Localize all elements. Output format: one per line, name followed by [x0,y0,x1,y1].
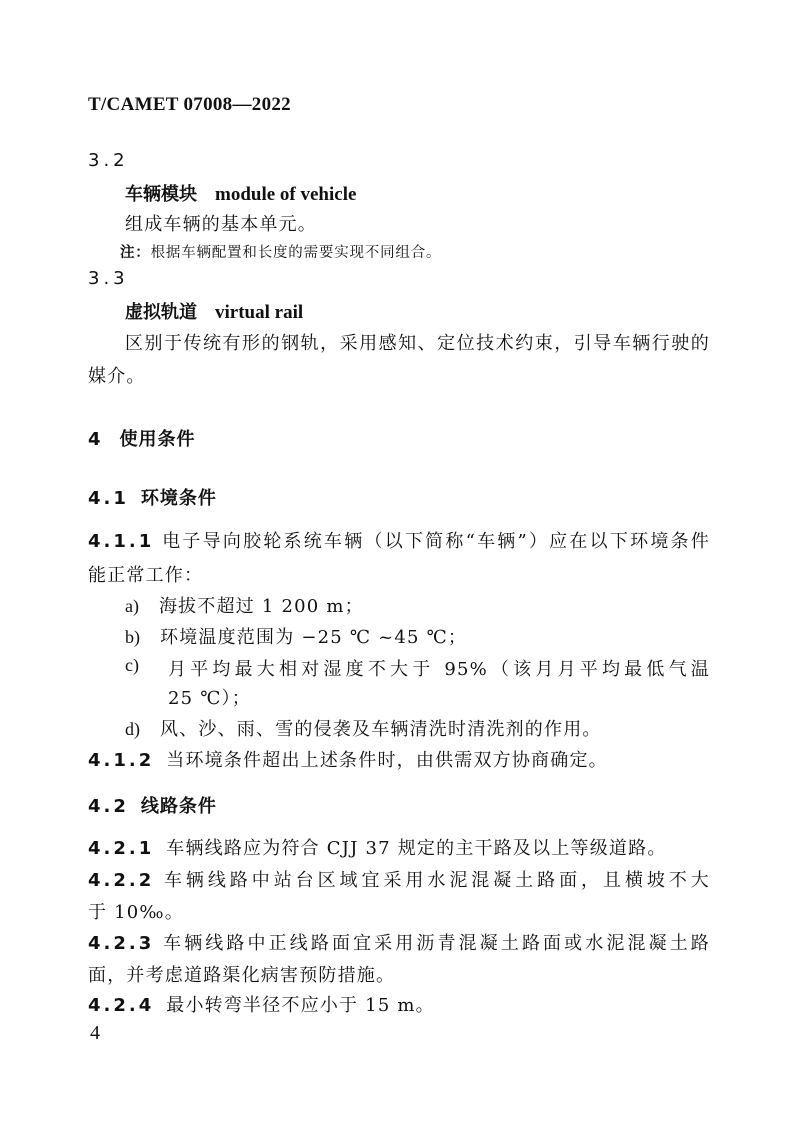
page-number: 4 [90,1022,100,1044]
clause-text-cont: 能正常工作： [88,565,204,586]
clause-number: 4.2.3 [88,933,155,954]
clause-text: 当环境条件超出上述条件时，由供需双方协商确定。 [166,750,608,771]
list-item-text: 环境温度范围为 −25 ℃ ~45 ℃； [160,627,468,648]
section-number: 4 [88,429,102,450]
clause-number: 4.2.2 [88,870,155,891]
term-zh: 车辆模块 [125,184,197,205]
subsection-heading [88,792,217,818]
list-marker: a) [125,596,139,616]
subsection-title: 线路条件 [140,796,217,817]
clause-text: 最小转弯半径不应小于 15 m。 [166,995,435,1016]
term-en: virtual rail [215,302,304,323]
clause-text: 电子导向胶轮系统车辆（以下简称“车辆”）应在以下环境条件 [162,531,710,552]
list-item-text-cont: 25 ℃）； [168,688,251,709]
subsection-title: 环境条件 [140,488,217,509]
clause-4-1-1 [88,527,710,553]
list-item-text: 月平均最大相对湿度不大于 95%（该月月平均最低气温 [168,659,710,680]
term-zh: 虚拟轨道 [125,302,197,323]
list-item [125,655,710,680]
clause-text-cont: 于 10‰。 [88,902,184,923]
clause-number: 3.3 [88,268,129,289]
clause-4-2-4 [88,991,435,1017]
document-code: T/CAMET 07008—2022 [88,94,291,115]
clause-number: 4.1.1 [88,531,155,552]
list-item [125,592,364,618]
clause-number: 4.2.4 [88,995,155,1016]
term-en: module of vehicle [215,184,357,205]
clause-4-2-2 [88,866,710,892]
subsection-number: 4.2 [88,796,129,817]
clause-4-1-2 [88,746,608,772]
clause-4-2-3 [88,929,710,955]
note [120,241,441,262]
clause-text: 车辆线路中正线路面宜采用沥青混凝土路面或水泥混凝土路 [163,933,711,954]
list-item [125,715,602,741]
list-item [125,623,467,649]
term-heading [125,180,356,206]
clause-number: 4.1.2 [88,750,155,771]
note-text: 根据车辆配置和长度的需要实现不同组合。 [150,245,442,261]
term-heading [125,298,303,324]
clause-number: 4.2.1 [88,838,155,859]
clause-text: 车辆线路应为符合 CJJ 37 规定的主干路及以上等级道路。 [166,838,667,859]
term-definition-cont: 媒介。 [88,366,146,387]
subsection-number: 4.1 [88,488,129,509]
term-definition: 组成车辆的基本单元。 [125,214,317,235]
list-item-text: 海拔不超过 1 200 m； [158,596,364,617]
clause-number: 3.2 [88,150,129,171]
note-label: 注： [120,245,151,261]
section-heading [88,425,196,451]
list-marker: c) [125,655,139,675]
list-marker: b) [125,627,140,647]
clause-text: 车辆线路中站台区域宜采用水泥混凝土路面，且横坡不大 [163,870,711,891]
term-definition: 区别于传统有形的钢轨，采用感知、定位技术约束，引导车辆行驶的 [125,333,710,354]
list-item-text: 风、沙、雨、雪的侵袭及车辆清洗时清洗剂的作用。 [160,719,602,740]
subsection-heading [88,484,217,510]
clause-4-2-1 [88,834,667,860]
list-marker: d) [125,719,140,739]
clause-text-cont: 面，并考虑道路渠化病害预防措施。 [88,965,396,986]
section-title: 使用条件 [119,429,196,450]
